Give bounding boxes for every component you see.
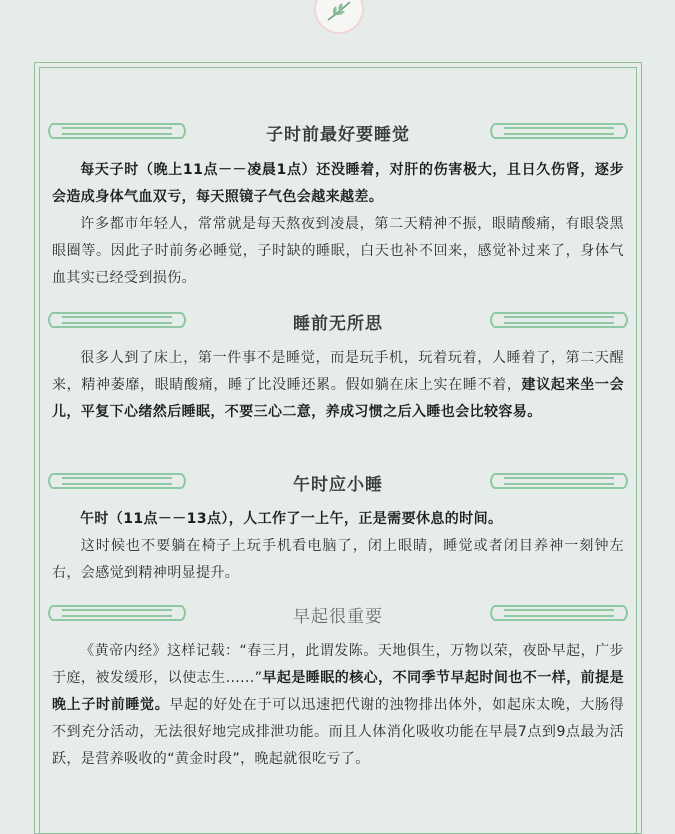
section-header-1 bbox=[48, 116, 628, 146]
section-header-2 bbox=[48, 305, 628, 335]
leaf-icon bbox=[326, 0, 352, 22]
cloud-ornament-right-icon bbox=[490, 466, 628, 496]
section-title: 睡前无所思 bbox=[293, 314, 383, 334]
cloud-ornament-right-icon bbox=[490, 598, 628, 628]
text-run: 午时（11点－－13点），人工作了一上午，正是需要休息的时间。 bbox=[80, 511, 503, 527]
paragraph bbox=[52, 506, 624, 533]
paragraph bbox=[52, 157, 624, 211]
section-header-3 bbox=[48, 466, 628, 496]
section-title: 早起很重要 bbox=[293, 607, 383, 627]
section-title: 子时前最好要睡觉 bbox=[266, 125, 410, 145]
section-title: 午时应小睡 bbox=[293, 475, 383, 495]
section-header-4 bbox=[48, 598, 628, 628]
text-run: 每天子时（晚上11点－－凌晨1点）还没睡着，对肝的伤害极大，且日久伤肾，逐步会造成身体气血双亏，每天照镜子气色会越来越差。 bbox=[52, 162, 624, 205]
text-run: 很多人到了床上，第一件事不是睡觉，而是玩手机，玩着玩着，人睡着了，第二天醒来，精神萎靡，眼睛酸痛，睡了比没睡还累。假如躺在床上实在睡不着， bbox=[52, 350, 624, 393]
text-run: 建议起来坐一会儿，平复下心绪然后睡眠，不要三心二意，养成习惯之后入睡也会比较容易。 bbox=[52, 377, 624, 420]
text-run: 这时候也不要躺在椅子上玩手机看电脑了，闭上眼睛，睡觉或者闭目养神一刻钟左右，会感觉到精神明显提升。 bbox=[52, 538, 624, 581]
paragraph bbox=[52, 638, 624, 773]
leaf-badge bbox=[316, 0, 362, 32]
text-run: 早起是睡眠的核心，不同季节早起时间也不一样，前提是晚上子时前睡觉。 bbox=[52, 670, 624, 713]
cloud-ornament-right-icon bbox=[490, 305, 628, 335]
cloud-ornament-right-icon bbox=[490, 116, 628, 146]
paragraph bbox=[52, 533, 624, 587]
paragraph bbox=[52, 211, 624, 292]
text-run: 早起的好处在于可以迅速把代谢的浊物排出体外，如起床太晚，大肠得不到充分活动，无法很好地完成排泄功能。而且人体消化吸收功能在早晨7点到9点最为活跃，是营养吸收的“黄金时段”，晚起就很吃亏了。 bbox=[52, 697, 624, 767]
text-run: 《黄帝内经》这样记载：“春三月，此谓发陈。天地俱生，万物以荣，夜卧早起，广步于庭，被发缓形，以使志生......” bbox=[52, 643, 624, 686]
text-run: 许多都市年轻人，常常就是每天熬夜到凌晨，第二天精神不振，眼睛酸痛，有眼袋黑眼圈等。因此子时前务必睡觉，子时缺的睡眠，白天也补不回来，感觉补过来了，身体气血其实已经受到损伤。 bbox=[52, 216, 624, 286]
paragraph bbox=[52, 345, 624, 426]
